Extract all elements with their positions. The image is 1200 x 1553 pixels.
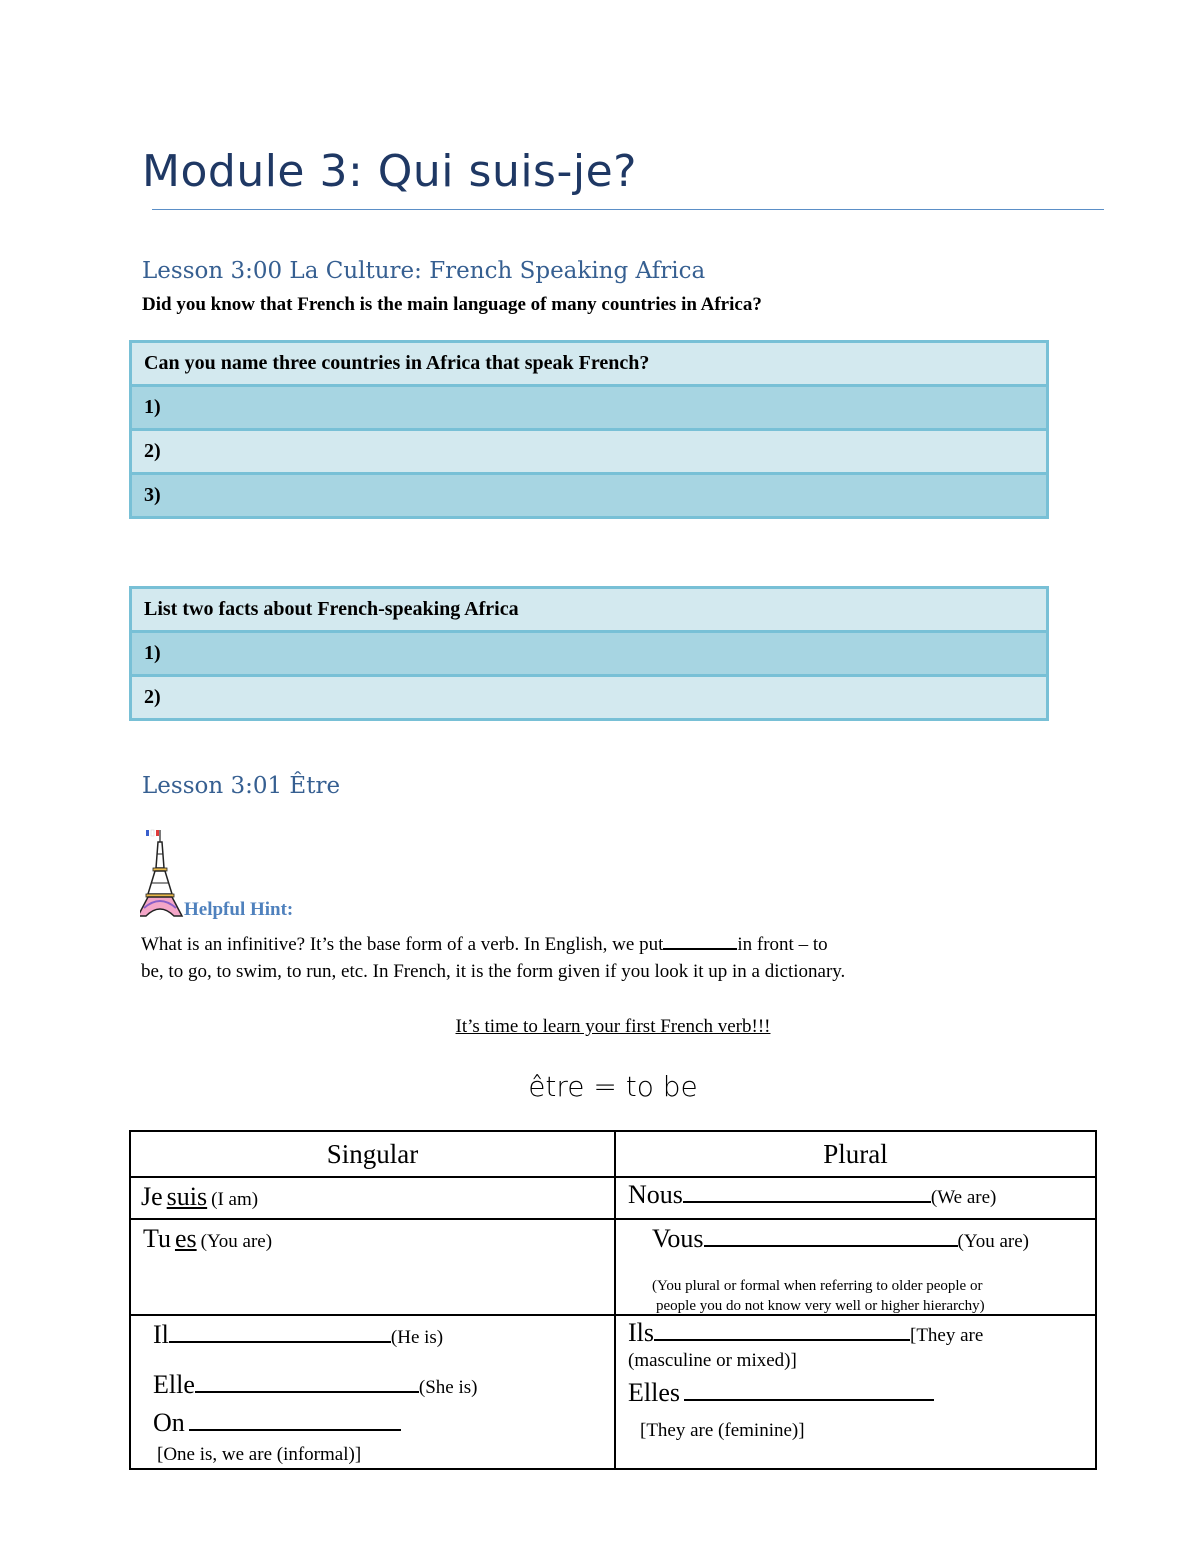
on-gloss: [One is, we are (informal)] xyxy=(157,1444,362,1465)
vous-note-2: people you do not know very well or higher hierarchy) xyxy=(656,1298,985,1314)
hint-blank[interactable] xyxy=(663,930,737,950)
il-blank[interactable] xyxy=(169,1323,391,1343)
elle-pronoun: Elle xyxy=(153,1370,195,1399)
singular-header: Singular xyxy=(130,1131,615,1177)
nous-blank[interactable] xyxy=(683,1183,931,1203)
title-divider xyxy=(152,209,1104,210)
je-cell xyxy=(130,1177,615,1219)
ils-elles-cell xyxy=(615,1315,1096,1469)
elle-blank[interactable] xyxy=(195,1373,419,1393)
tu-cell xyxy=(130,1219,615,1315)
je-form: suis xyxy=(166,1182,208,1211)
elles-blank[interactable] xyxy=(684,1381,934,1401)
countries-answer-3[interactable]: 3) xyxy=(132,472,1046,516)
lesson-301-heading: Lesson 3:01 Être xyxy=(142,773,341,799)
countries-answer-1[interactable]: 1) xyxy=(132,384,1046,428)
tu-pronoun: Tu xyxy=(143,1224,171,1253)
vous-pronoun: Vous xyxy=(652,1224,704,1253)
hint-line-1 xyxy=(141,930,828,956)
nous-gloss: (We are) xyxy=(930,1187,997,1208)
vous-cell xyxy=(615,1219,1096,1315)
elles-gloss: [They are (feminine)] xyxy=(640,1420,805,1441)
on-pronoun: On xyxy=(153,1408,185,1437)
ils-pronoun: Ils xyxy=(628,1318,654,1347)
lesson-300-intro: Did you know that French is the main language of many countries in Africa? xyxy=(142,294,762,315)
nous-pronoun: Nous xyxy=(628,1180,683,1209)
countries-answer-2[interactable]: 2) xyxy=(132,428,1046,472)
elle-gloss: (She is) xyxy=(418,1377,478,1398)
lesson-300-heading: Lesson 3:00 La Culture: French Speaking Africa xyxy=(142,258,706,284)
vous-gloss: (You are) xyxy=(957,1231,1029,1252)
il-elle-on-cell xyxy=(130,1315,615,1469)
facts-answer-1[interactable]: 1) xyxy=(132,630,1046,674)
tu-gloss: (You are) xyxy=(200,1231,273,1252)
countries-table-header: Can you name three countries in Africa that speak French? xyxy=(132,340,1046,384)
facts-answer-2[interactable]: 2) xyxy=(132,674,1046,718)
verb-title: être = to be xyxy=(528,1070,698,1103)
etre-conjugation-table xyxy=(129,1130,1097,1470)
hint-line-2: be, to go, to swim, to run, etc. In French, it is the form given if you look it up in a dictionary. xyxy=(141,961,846,982)
hint-line-1-start: What is an infinitive? It’s the base form of a verb. In English, we put xyxy=(141,934,664,955)
je-gloss: (I am) xyxy=(211,1189,259,1210)
ils-blank[interactable] xyxy=(654,1321,910,1341)
ils-gloss-2: (masculine or mixed)] xyxy=(628,1350,797,1371)
hint-line-1-end: in front – to xyxy=(737,934,828,955)
plural-header: Plural xyxy=(615,1131,1096,1177)
on-blank[interactable] xyxy=(189,1411,401,1431)
il-pronoun: Il xyxy=(153,1320,169,1349)
facts-table-header: List two facts about French-speaking Africa xyxy=(132,586,1046,630)
helpful-hint-label: Helpful Hint: xyxy=(184,899,294,920)
page-title: Module 3: Qui suis-je? xyxy=(142,146,637,197)
elles-pronoun: Elles xyxy=(628,1378,680,1407)
eiffel-tower-icon xyxy=(140,828,188,918)
facts-table xyxy=(129,586,1049,721)
vous-blank[interactable] xyxy=(704,1227,958,1247)
ils-gloss-1: [They are xyxy=(910,1325,984,1346)
verb-intro: It’s time to learn your first French verb!!! xyxy=(455,1016,771,1037)
je-pronoun: Je xyxy=(141,1182,163,1211)
vous-note-1: (You plural or formal when referring to older people or xyxy=(652,1278,983,1294)
tu-form: es xyxy=(174,1224,197,1253)
countries-table xyxy=(129,340,1049,519)
il-gloss: (He is) xyxy=(390,1327,444,1348)
nous-cell xyxy=(615,1177,1096,1219)
